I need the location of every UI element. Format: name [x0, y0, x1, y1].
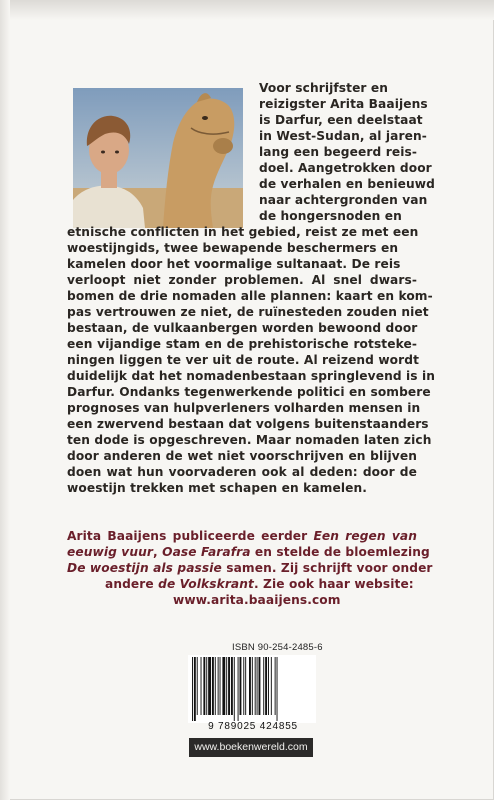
blurb-line: woestijn trekken met schapen en kamelen.: [67, 481, 367, 495]
blurb-line: de hongersnoden en: [259, 209, 402, 223]
publisher-website-badge: www.boekenwereld.com: [189, 738, 313, 757]
blurb-line: bestaan, de vulkaanbergen worden bewoond door: [67, 321, 418, 335]
barcode-bar: [268, 657, 269, 715]
barcode-bar: [255, 657, 256, 715]
barcode-bar: [240, 657, 242, 715]
barcode-bar: [271, 657, 272, 715]
blurb-line: doel. Aangetrokken door: [259, 161, 432, 175]
barcode-bar: [222, 657, 225, 715]
barcode-bar: [238, 657, 239, 721]
barcode-bar: [208, 657, 211, 715]
blurb-line: Darfur. Ondanks tegenwerkende politici en sombere: [67, 385, 431, 399]
barcode-bar: [245, 657, 246, 715]
blurb-line: ten dode is opgeschreven. Maar nomaden laten zich: [67, 433, 432, 447]
blurb-line: verloopt niet zonder problemen. Al snel dwars-: [67, 273, 417, 287]
barcode-bar: [275, 657, 276, 715]
blurb-line: doen wat hun voorvaderen ook al deden: door de: [67, 465, 417, 479]
blurb-line: een zwervend bestaan dat volgens buitenstaanders: [67, 417, 429, 431]
blurb-line: is Darfur, een deelstaat: [259, 113, 423, 127]
barcode-bar: [220, 657, 221, 715]
barcode: [188, 655, 316, 723]
barcode-bar: [249, 657, 251, 715]
author-website: www.arita.baaijens.com: [173, 593, 341, 607]
blurb-line: Voor schrijfster en: [259, 81, 389, 95]
barcode-bar: [252, 657, 253, 715]
blurb-line: ningen liggen te ver uit de route. Al reizend wordt: [67, 353, 420, 367]
barcode-bar: [218, 657, 219, 715]
barcode-bar: [201, 657, 202, 715]
barcode-bar: [212, 657, 214, 715]
barcode-bar: [226, 657, 227, 715]
barcode-bar: [194, 657, 196, 721]
author-photo: [73, 88, 243, 228]
ean-number: 9 789025 424855: [208, 721, 298, 732]
barcode-bar: [243, 657, 244, 715]
barcode-bar: [265, 657, 267, 715]
barcode-bars: [188, 655, 316, 721]
bio-line: andere de Volkskrant. Zie ook haar website:: [105, 577, 414, 591]
barcode-bar: [277, 657, 278, 721]
barcode-bar: [231, 657, 233, 715]
blurb-line: duidelijk dat het nomadenbestaan springlevend is in: [67, 369, 436, 383]
blurb-line: in West-Sudan, al jaren-: [259, 129, 427, 143]
barcode-bar: [257, 657, 258, 715]
barcode-bar: [259, 657, 261, 715]
barcode-bar: [203, 657, 205, 715]
blurb-line: bomen de drie nomaden alle plannen: kaart en kom-: [67, 289, 433, 303]
barcode-bar: [197, 657, 198, 715]
bio-line: eeuwig vuur, Oase Farafra en stelde de bloemlezing: [67, 545, 430, 559]
blurb-line: kamelen door het voormalige sultanaat. De reis: [67, 257, 401, 271]
blurb-line: reizigster Arita Baaijens: [259, 97, 428, 111]
barcode-bar: [234, 657, 235, 721]
barcode-bar: [215, 657, 216, 715]
author-with-camel-image: [73, 88, 243, 228]
barcode-bar: [263, 657, 264, 715]
isbn-number: ISBN 90-254-2485-6: [232, 642, 323, 653]
barcode-bar: [228, 657, 230, 715]
blurb-line: een vijandige stam en de prehistorische rotsteke-: [67, 337, 417, 351]
blurb-line: pas vertrouwen ze niet, de ruïnesteden zouden niet: [67, 305, 429, 319]
barcode-bar: [192, 657, 193, 721]
blurb-line: prognoses van hulpverleners volharden mensen in: [67, 401, 421, 415]
blurb-line: de verhalen en benieuwd: [259, 177, 435, 191]
bio-line: Arita Baaijens publiceerde eerder Een regen van: [67, 529, 417, 543]
blurb-line: woestijngids, twee bewapende beschermers en: [67, 241, 399, 255]
blurb-line: lang een begeerd reis-: [259, 145, 417, 159]
barcode-bar: [206, 657, 207, 715]
blurb-line: naar achtergronden van: [259, 193, 428, 207]
blurb-line: etnische conflicten in het gebied, reist ze met een: [67, 225, 419, 239]
blurb-line: door anderen de wet niet voorschrijven en blijven: [67, 449, 417, 463]
bio-line: De woestijn als passie samen. Zij schrijft voor onder: [67, 561, 433, 575]
